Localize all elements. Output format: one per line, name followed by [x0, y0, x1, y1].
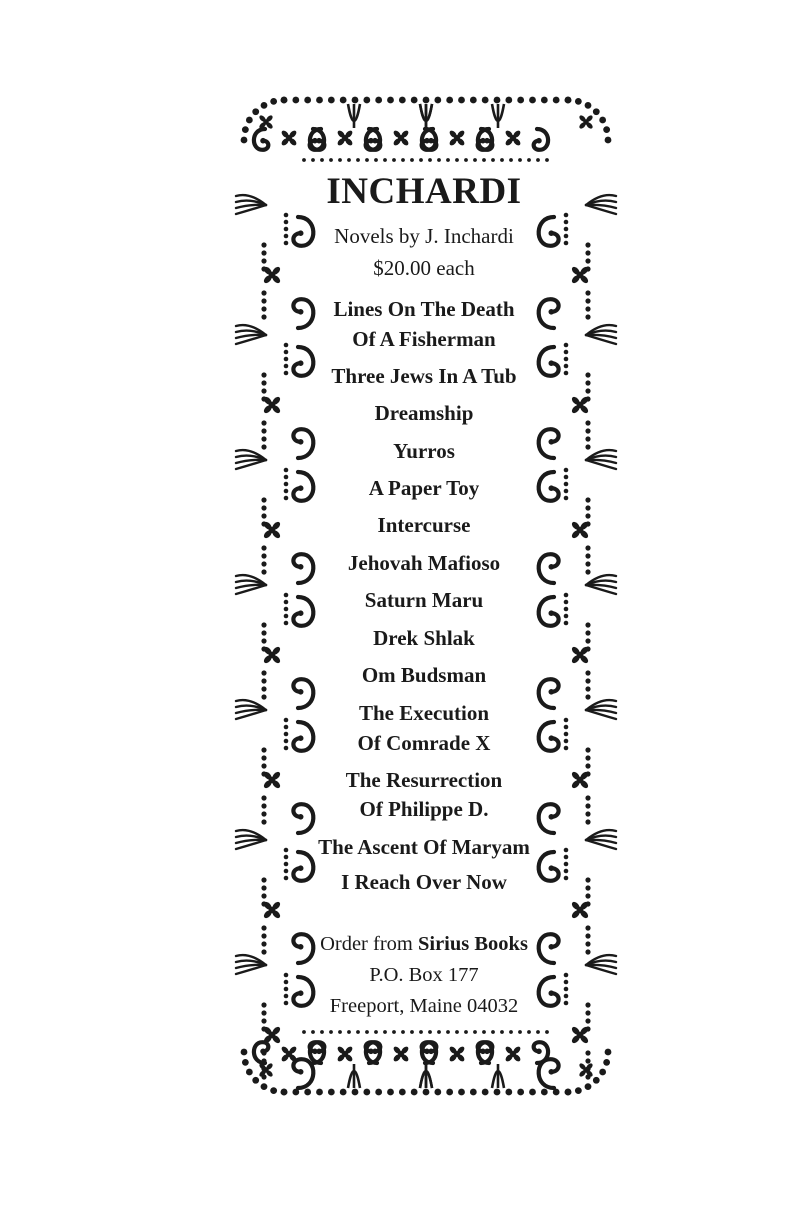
book-title: A Paper Toy	[368, 476, 480, 500]
address-line: P.O. Box 177	[369, 964, 479, 986]
book-title: Jehovah Mafioso	[347, 551, 501, 575]
book-title-cont: Of A Fisherman	[352, 327, 496, 351]
subtitle: Novels by J. Inchardi	[334, 224, 514, 248]
book-title: Saturn Maru	[364, 588, 484, 612]
book-title: Intercurse	[377, 513, 471, 537]
order-prefix: Order from	[320, 933, 418, 955]
book-list-panel	[296, 165, 552, 1050]
book-title: Three Jews In A Tub	[331, 364, 517, 388]
publisher-name: Sirius Books	[417, 933, 528, 955]
book-title: Lines On The Death	[333, 297, 515, 321]
book-title: The Execution	[358, 701, 490, 725]
order-line	[296, 930, 552, 958]
book-title: I Reach Over Now	[341, 870, 507, 894]
page-title: INCHARDI	[326, 171, 522, 212]
book-title: Om Budsman	[361, 663, 487, 687]
book-title-cont: Of Philippe D.	[359, 797, 489, 821]
book-title: The Resurrection	[345, 768, 503, 792]
book-title: Yurros	[393, 439, 455, 463]
book-title: The Ascent Of Maryam	[318, 835, 530, 859]
book-title: Dreamship	[374, 401, 474, 425]
book-title-cont: Of Comrade X	[357, 731, 491, 755]
price-label: $20.00 each	[373, 256, 475, 280]
address-line: Freeport, Maine 04032	[329, 995, 519, 1017]
book-title: Drek Shlak	[373, 626, 475, 650]
